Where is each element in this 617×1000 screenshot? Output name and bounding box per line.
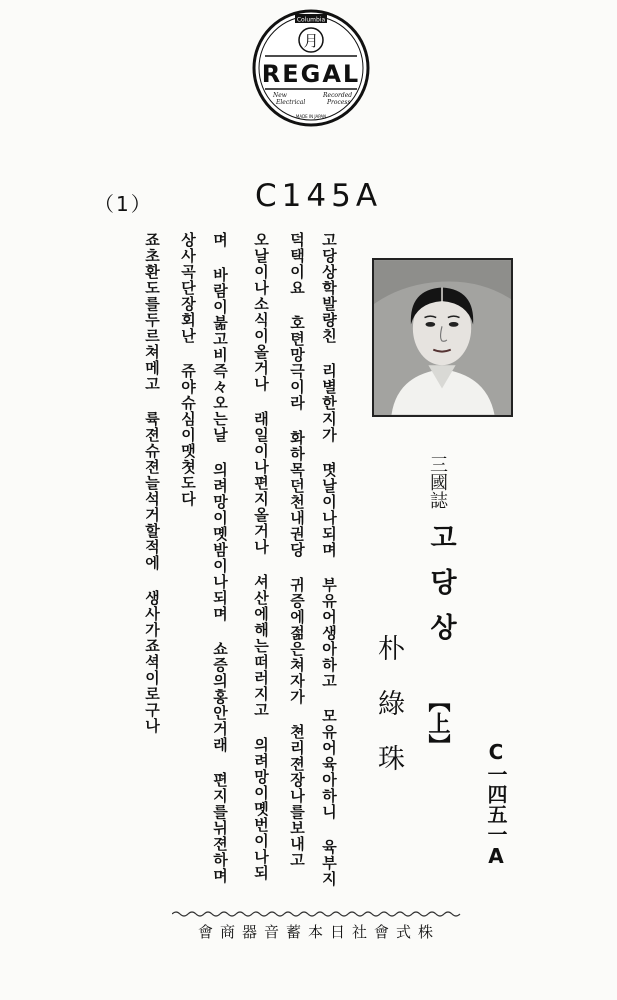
lyric-line: 오날이나소식이올거나 래일이나편지올거나 셔산에해는떠러지고 의려망이몟번이나되 (252, 232, 270, 881)
record-label-icon (251, 6, 371, 156)
label-right-line: Recorded (323, 92, 353, 99)
page-number: （1） (94, 192, 153, 216)
company-name: 株式會社日本蓄音器商會 (197, 923, 440, 941)
part-indicator: 【上】 (425, 690, 450, 756)
label-left-line2: Electrical (276, 99, 306, 106)
label-monogram: 月 (303, 32, 319, 50)
catalog-number: C145A (255, 178, 383, 214)
brand-name: REGAL (261, 60, 361, 88)
regal-logo (251, 6, 371, 156)
lyric-line: 며 바람이붊고비즉々오는날 의려망이몟밤이나되며 쇼증의홍안거래 편지를뉘젼하며 (211, 232, 229, 884)
performer-photo (372, 258, 513, 417)
series-title: 三國誌 (427, 455, 448, 509)
lyric-line: 죠초환도를두르쳐메고 륙젼슈젼늘석거할적에 생사가죠셕이로구나 (143, 232, 161, 734)
wavy-divider (172, 909, 464, 919)
performer-name: 朴綠珠 (373, 634, 404, 799)
label-banner: Columbia (296, 16, 326, 24)
song-title: 고당상 (425, 523, 456, 658)
portrait-icon (374, 260, 511, 415)
lyric-line: 고당상학발량친 리별한지가 몃날이나되며 부유어생아하고 모유어육아하니 육부지 (320, 232, 338, 887)
label-left-line: New (273, 92, 287, 99)
label-origin: MADE IN JAPAN (295, 114, 327, 119)
label-right-line2: Process (327, 99, 351, 106)
catalog-number-vertical: C一四五一A (484, 740, 508, 868)
lyric-line: 덕택이요 호텬망극이라 화하목던천내권당 귀증에젊은쳐자가 쳔리젼장나를보내고 (288, 232, 306, 868)
lyric-line: 상사곡단장회난 쥬야슈심이맷쳣도다 (179, 232, 197, 507)
